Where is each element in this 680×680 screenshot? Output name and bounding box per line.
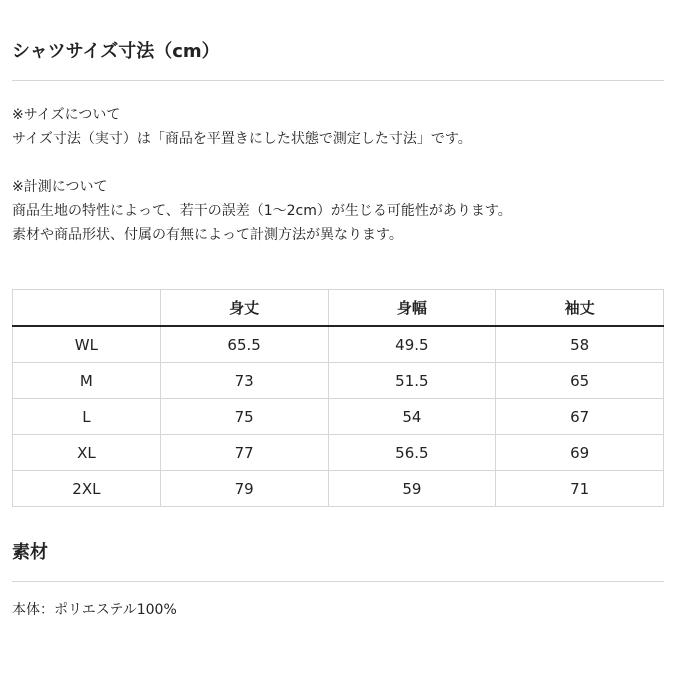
size-note-body: サイズ寸法（実寸）は「商品を平置きにした状態で測定した寸法」です。	[12, 131, 472, 147]
size-table-header-sleeve: 袖丈	[496, 290, 664, 327]
measure-note-heading: ※計測について	[12, 179, 108, 195]
width-cell: 54	[328, 399, 496, 435]
material-text: 本体：ポリエステル100%	[12, 602, 177, 618]
table-row	[13, 399, 664, 435]
sleeve-cell: 69	[496, 435, 664, 471]
measure-note-body-2: 素材や商品形状、付属の有無によって計測方法が異なります。	[12, 227, 403, 243]
length-cell: 65.5	[160, 326, 328, 363]
sleeve-cell: 71	[496, 471, 664, 507]
table-row	[13, 363, 664, 399]
length-cell: 73	[160, 363, 328, 399]
size-table-header-length: 身丈	[160, 290, 328, 327]
length-cell: 77	[160, 435, 328, 471]
size-table-header-corner	[13, 290, 161, 327]
size-label-cell: WL	[13, 326, 161, 363]
table-row	[13, 435, 664, 471]
measure-note-body-1: 商品生地の特性によって、若干の誤差（1〜2cm）が生じる可能性があります。	[12, 203, 512, 219]
size-label-cell: M	[13, 363, 161, 399]
length-cell: 79	[160, 471, 328, 507]
material-section-title: 素材	[12, 542, 48, 563]
size-section-title: シャツサイズ寸法（cm）	[12, 41, 220, 62]
material-section-divider	[12, 581, 664, 582]
size-table-header-width: 身幅	[328, 290, 496, 327]
sleeve-cell: 67	[496, 399, 664, 435]
width-cell: 59	[328, 471, 496, 507]
size-label-cell: 2XL	[13, 471, 161, 507]
length-cell: 75	[160, 399, 328, 435]
width-cell: 56.5	[328, 435, 496, 471]
notes-spacer	[12, 151, 512, 175]
width-cell: 49.5	[328, 326, 496, 363]
size-section-divider	[12, 80, 664, 81]
size-label-cell: L	[13, 399, 161, 435]
table-row	[13, 326, 664, 363]
width-cell: 51.5	[328, 363, 496, 399]
size-note-heading: ※サイズについて	[12, 107, 121, 123]
sleeve-cell: 58	[496, 326, 664, 363]
size-table	[12, 289, 664, 507]
size-table-header-row	[13, 290, 664, 327]
size-label-cell: XL	[13, 435, 161, 471]
size-notes	[12, 103, 512, 247]
table-row	[13, 471, 664, 507]
sleeve-cell: 65	[496, 363, 664, 399]
